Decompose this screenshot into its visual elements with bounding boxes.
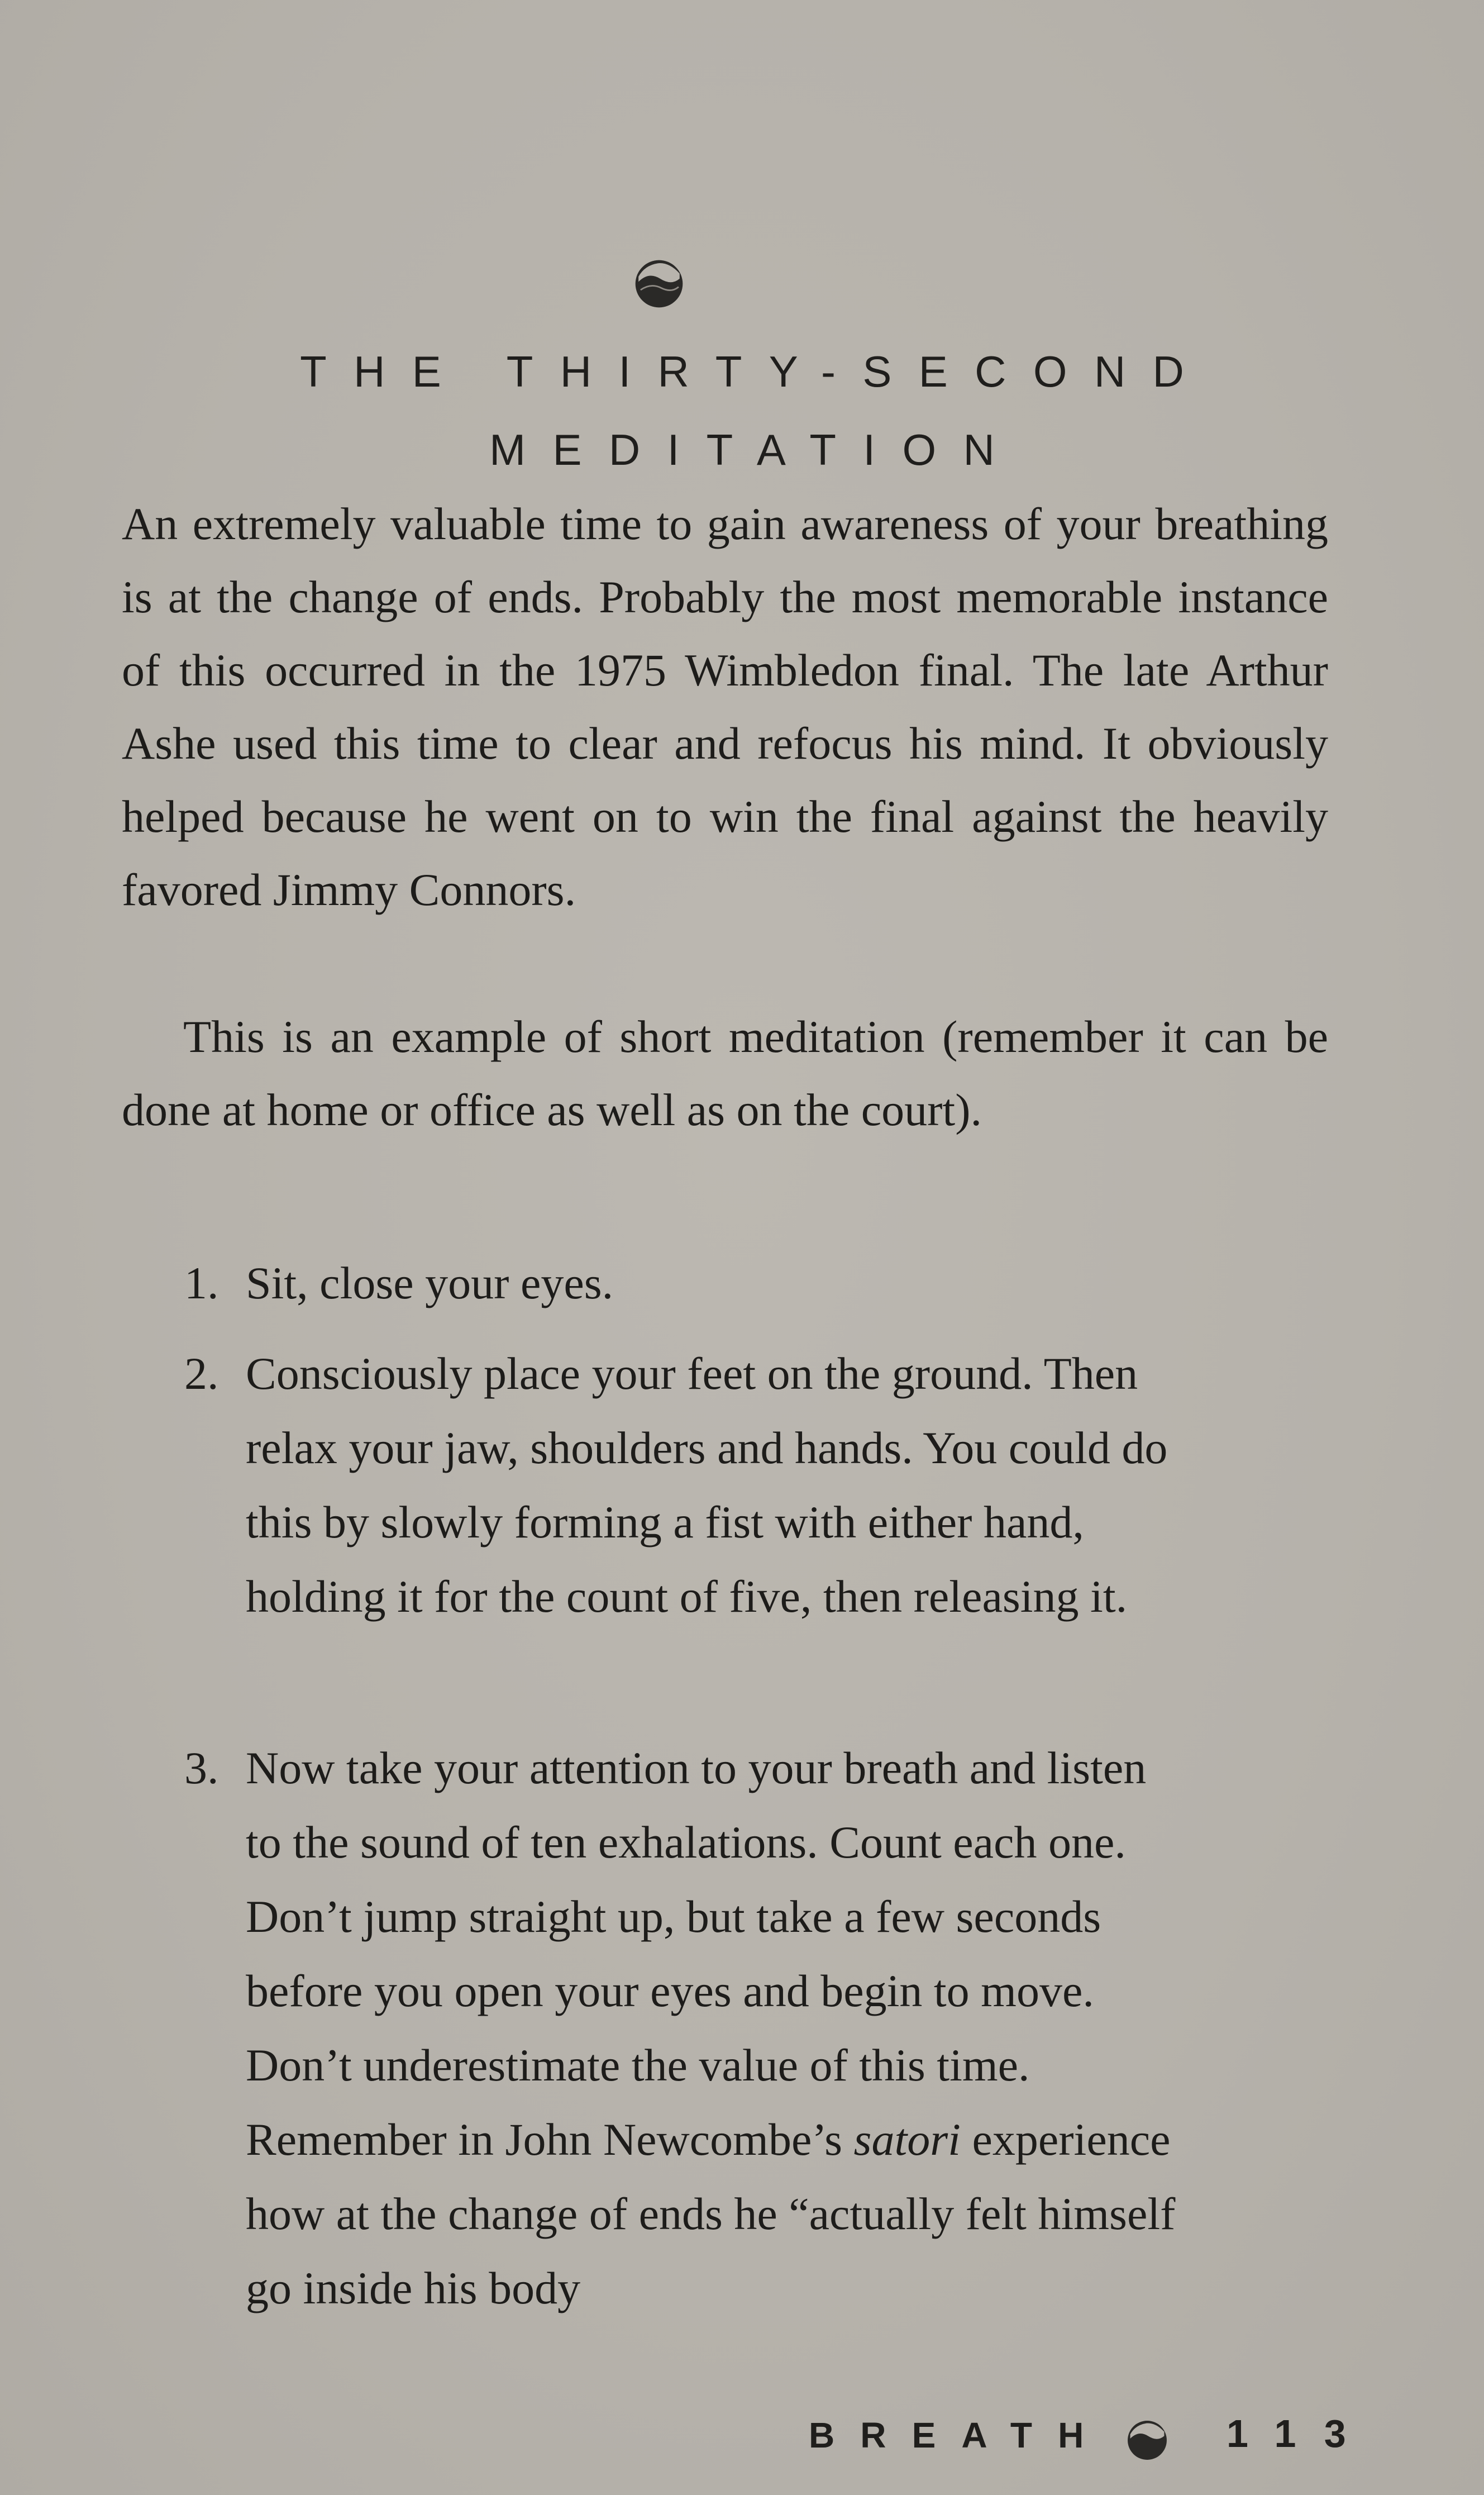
list-item xyxy=(184,1336,1190,1634)
list-item-text xyxy=(246,1731,1190,2325)
body-paragraph: An extremely valuable time to gain awareness of your breathing is at the change of ends. Probably the most memorable instance of this occurred in the 1975 Wimbledon final. The late Arthur Ashe used this time to clear and refocus his mind. It obviously helped because he went on to win the final against the heavily favored Jimmy Connors. xyxy=(122,498,1328,915)
list-item-number: 3. xyxy=(184,1742,219,1793)
page-number: 113 xyxy=(1227,2412,1375,2455)
list-item-text: Sit, close your eyes. xyxy=(246,1258,614,1308)
yin-yang-icon xyxy=(633,258,685,310)
list-item-text: Consciously place your feet on the ground. Then relax your jaw, shoulders and hands. You could do this by slowly forming a fist with either hand, holding it for the count of five, then releasing it. xyxy=(246,1348,1168,1622)
list-item-text-part: experience how at the change of ends he “actually felt himself go inside his body xyxy=(246,2114,1176,2313)
italic-term: satori xyxy=(853,2114,961,2165)
chapter-heading-line-2: MEDITATION xyxy=(489,425,1022,474)
list-item-number: 1. xyxy=(184,1258,219,1308)
body-paragraph: This is an example of short meditation (remember it can be done at home or office as well as on the court). xyxy=(122,1011,1328,1135)
list-item xyxy=(184,1731,1190,2325)
chapter-heading-line-1: THE THIRTY-SECOND xyxy=(300,347,1211,396)
list-item-number: 2. xyxy=(184,1348,219,1399)
yin-yang-icon xyxy=(1126,2419,1168,2461)
running-footer-section: BREATH xyxy=(809,2415,1110,2455)
list-item xyxy=(184,1246,1190,1320)
list-item-text-part: Now take your attention to your breath and listen to the sound of ten exhalations. Count each one. Don’t jump straight up, but take a few seconds before you open your eyes and begin to move. Don’t underestimate the value of this time. Remember in John Newcombe’s xyxy=(246,1742,1147,2165)
